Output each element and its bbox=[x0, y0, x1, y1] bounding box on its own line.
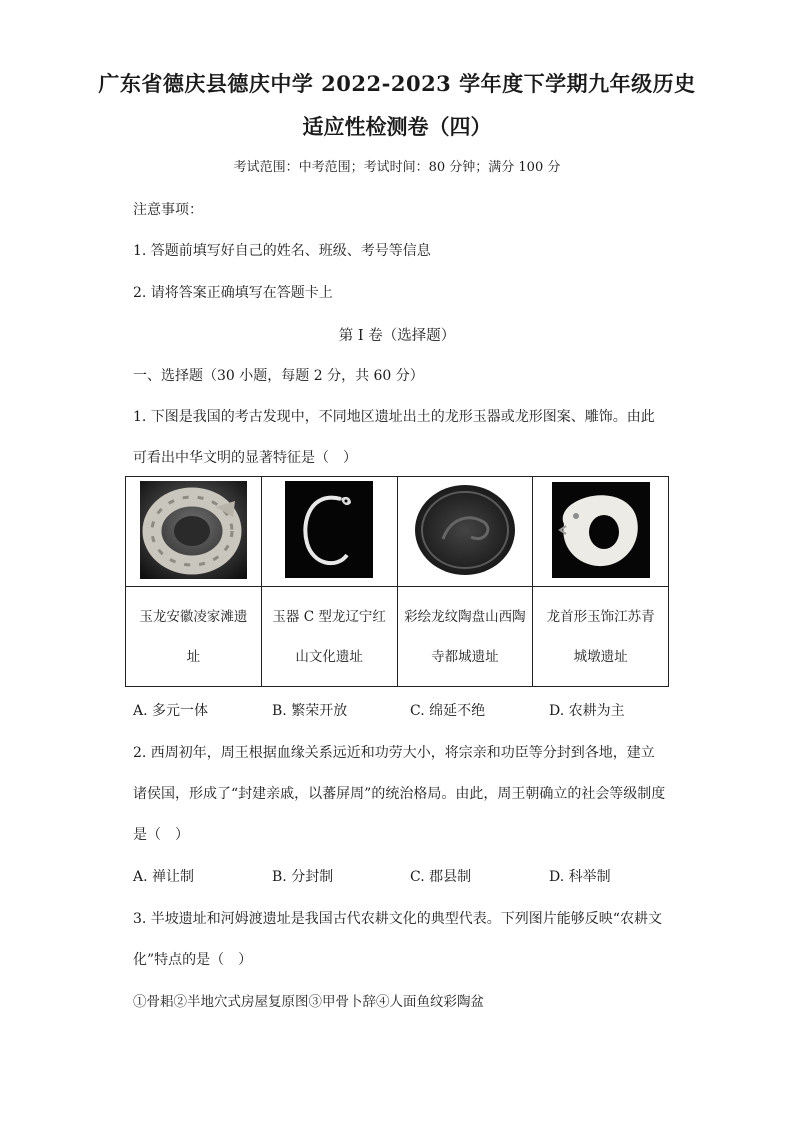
question-1-option-d[interactable]: D. 农耕为主 bbox=[549, 703, 625, 719]
image-cell-2 bbox=[261, 477, 397, 587]
image-cell-4 bbox=[533, 477, 669, 587]
question-2-option-c[interactable]: C. 郡县制 bbox=[410, 869, 472, 885]
caption-2-line-1: 玉器 C 型龙辽宁红 bbox=[272, 608, 386, 625]
caption-2-line-2: 山文化遗址 bbox=[295, 648, 363, 665]
image-cell-3 bbox=[397, 477, 533, 587]
part-heading: 一、选择题（30 小题，每题 2 分，共 60 分） bbox=[133, 368, 424, 384]
c-shaped-jade-dragon-photo-icon bbox=[285, 481, 373, 578]
artifact-image-table bbox=[125, 476, 669, 687]
caption-1-line-1: 玉龙安徽凌家滩遗 bbox=[139, 608, 248, 625]
question-2-line-1: 2. 西周初年，周王根据血缘关系远近和功劳大小，将宗亲和功臣等分封到各地，建立 bbox=[133, 745, 655, 761]
question-1-option-a[interactable]: A. 多元一体 bbox=[133, 703, 209, 719]
question-2-option-a[interactable]: A. 禅让制 bbox=[133, 869, 195, 885]
notes-heading: 注意事项： bbox=[133, 202, 203, 218]
note-item-1: 1. 答题前填写好自己的姓名、班级、考号等信息 bbox=[133, 243, 431, 259]
caption-4-line-2: 城墩遗址 bbox=[573, 648, 628, 665]
question-3-items: ①骨耜②半地穴式房屋复原图③甲骨卜辞④人面鱼纹彩陶盆 bbox=[133, 994, 484, 1010]
question-3-line-2: 化”特点的是（ ） bbox=[133, 952, 253, 968]
exam-title-line2: 适应性检测卷（四） bbox=[302, 114, 492, 139]
jade-dragon-ring-photo-icon bbox=[140, 481, 247, 579]
note-item-2: 2. 请将答案正确填写在答题卡上 bbox=[133, 285, 333, 301]
caption-4-line-1: 龙首形玉饰江苏青 bbox=[546, 608, 655, 625]
section-title: 第 I 卷（选择题） bbox=[338, 328, 456, 344]
question-2-line-3: 是（ ） bbox=[133, 827, 189, 843]
caption-cell-4 bbox=[533, 587, 669, 687]
caption-cell-1 bbox=[126, 587, 262, 687]
question-1-line-1: 1. 下图是我国的考古发现中，不同地区遗址出土的龙形玉器或龙形图案、雕饰。由此 bbox=[133, 409, 655, 425]
caption-cell-3 bbox=[397, 587, 533, 687]
question-2-option-b[interactable]: B. 分封制 bbox=[272, 869, 334, 885]
exam-title-line1: 广东省德庆县德庆中学 2022-2023 学年度下学期九年级历史 bbox=[98, 71, 696, 96]
dragon-head-jade-ornament-photo-icon bbox=[552, 482, 650, 578]
question-1-line-2: 可看出中华文明的显著特征是（ ） bbox=[133, 450, 357, 466]
caption-1-line-2: 址 bbox=[186, 648, 201, 665]
exam-info: 考试范围：中考范围；考试时间：80 分钟；满分 100 分 bbox=[233, 160, 561, 175]
question-2-line-2: 诸侯国，形成了“封建亲戚，以蕃屏周”的统治格局。由此，周王朝确立的社会等级制度 bbox=[133, 786, 666, 802]
caption-3-line-2: 寺都城遗址 bbox=[431, 648, 499, 665]
caption-3-line-1: 彩绘龙纹陶盘山西陶 bbox=[404, 608, 526, 625]
question-1-option-b[interactable]: B. 繁荣开放 bbox=[272, 703, 348, 719]
image-cell-1 bbox=[126, 477, 262, 587]
question-1-option-c[interactable]: C. 绵延不绝 bbox=[410, 703, 486, 719]
question-3-line-1: 3. 半坡遗址和河姆渡遗址是我国古代农耕文化的典型代表。下列图片能够反映“农耕文 bbox=[133, 911, 662, 927]
painted-dragon-pottery-plate-photo-icon bbox=[413, 481, 517, 579]
question-2-option-d[interactable]: D. 科举制 bbox=[549, 869, 611, 885]
caption-cell-2 bbox=[261, 587, 397, 687]
